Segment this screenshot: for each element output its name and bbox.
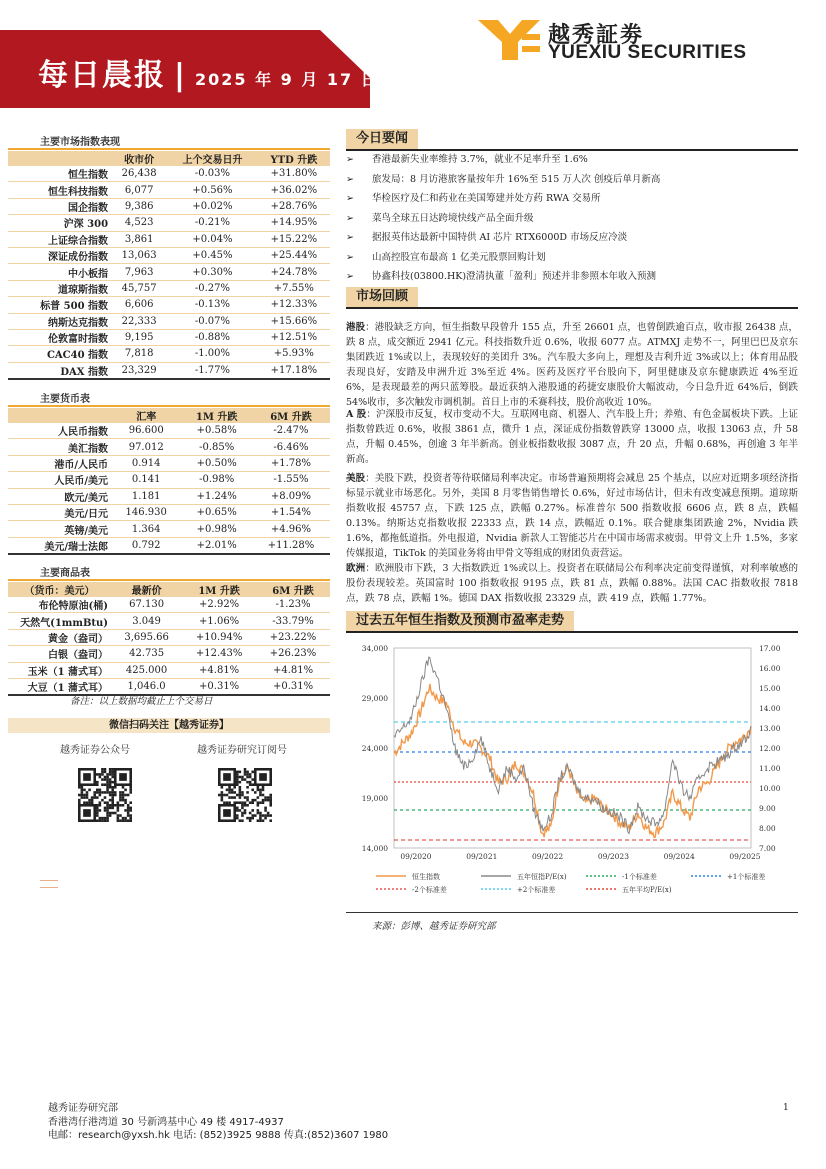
table-row — [8, 166, 330, 182]
commodity_table-header-1: 最新价 — [111, 582, 182, 597]
footer-dept: 越秀证券研究部 — [48, 1103, 118, 1114]
legend-label: +1个标准差 — [727, 873, 766, 881]
table-row — [8, 646, 330, 662]
news-section-header — [346, 129, 798, 151]
fx_table-header-2: 1M 升跌 — [181, 408, 252, 423]
row-value: 6,077 — [111, 182, 167, 198]
fx-table-title: 主要货币表 — [40, 394, 90, 405]
news-list — [346, 150, 798, 287]
table-row — [8, 613, 330, 629]
news-item-text: 协鑫科技(03800.HK)澄清执董「盈利」预述并非参照本年收入预测 — [372, 271, 657, 282]
row-label: 美元/瑞士法郎 — [8, 537, 111, 554]
row-label: 布伦特原油(桶) — [8, 597, 111, 613]
qr-code-research-icon[interactable] — [218, 768, 272, 822]
report-date: 2025 年 9 月 17 日 — [194, 70, 379, 89]
row-label: 中小板指 — [8, 264, 111, 280]
row-label: 上证综合指数 — [8, 231, 111, 247]
y-right-tick-label: 16.00 — [759, 664, 781, 673]
row-value: -0.88% — [167, 329, 257, 345]
row-value: 0.914 — [111, 455, 181, 471]
row-value: 1.364 — [111, 521, 181, 537]
market-us-paragraph — [346, 471, 798, 561]
plot-frame — [394, 648, 751, 848]
arrow-bullet-icon: ➢ — [346, 154, 354, 165]
news-item[interactable] — [346, 209, 798, 229]
chart-section-header — [346, 611, 798, 633]
legend-label: +2个标准差 — [517, 886, 556, 894]
commodity_table-header-3: 6M 升跌 — [256, 582, 330, 597]
row-value: -0.27% — [167, 280, 257, 296]
row-value: 425.000 — [111, 662, 182, 678]
row-value: +8.09% — [252, 488, 330, 504]
row-value: 1,046.0 — [111, 678, 182, 695]
table-note: 备注：以上数据均截止上个交易日 — [70, 696, 213, 707]
row-label: 人民币指数 — [8, 423, 111, 439]
fx_table-header-3: 6M 升跌 — [252, 408, 330, 423]
footer-address: 香港湾仔港湾道 30 号新鸿基中心 49 楼 4917-4937 — [48, 1116, 284, 1128]
row-value: 23,329 — [111, 362, 167, 379]
row-value: 146.930 — [111, 504, 181, 520]
commodity-table-title: 主要商品表 — [40, 568, 90, 579]
y-right-tick-label: 9.00 — [759, 804, 776, 813]
qr-label-research: 越秀证券研究订阅号 — [197, 745, 287, 756]
row-value: -1.00% — [167, 346, 257, 362]
row-label: 沪深 300 — [8, 215, 111, 231]
row-value: +2.01% — [181, 537, 252, 554]
row-label: 恒生科技指数 — [8, 182, 111, 198]
table-row — [8, 472, 330, 488]
row-value: -1.23% — [256, 597, 330, 613]
arrow-bullet-icon: ➢ — [346, 193, 354, 204]
row-label: 国企指数 — [8, 198, 111, 214]
news-item-text: 华检医疗及仁和药业在美国筹建并处方药 RWA 交易所 — [372, 193, 601, 204]
x-tick-label: 09/2021 — [466, 852, 498, 861]
news-item-text: 香港最新失业率维持 3.7%，就业不足率升至 1.6% — [372, 154, 588, 165]
table-row — [8, 597, 330, 613]
row-value: 3,695.66 — [111, 629, 182, 645]
x-tick-label: 09/2024 — [663, 852, 695, 861]
legend-label: 恒生指数 — [412, 873, 440, 881]
logo-english-text: YUEXIU SECURITIES — [548, 42, 747, 63]
row-value: +0.50% — [181, 455, 252, 471]
series-line-1 — [394, 657, 751, 833]
market-hk-paragraph — [346, 320, 798, 410]
row-value: 13,063 — [111, 247, 167, 263]
news-item[interactable] — [346, 170, 798, 190]
row-label: 恒生指数 — [8, 166, 111, 182]
row-value: +1.06% — [182, 613, 256, 629]
news-item[interactable] — [346, 228, 798, 248]
hk-text: ：港股缺乏方向，恒生指数早段曾升 155 点，升至 26601 点，也曾倒跌逾百点，收市报 26438 点，跌 8 点，成交额近 2941 亿元。科技指数升近 0.6%，收报 6077 点。ATMXJ 走势不一，阿里巴巴及京东集团跌近 1%或以上，表现较好的美团升 3%。汽车股大多向上，理想及吉利升近 3%或以上；体育用品股表现良好，安踏及申洲升近 3%至近 4%。医药及医疗平台股向下，阿里健康及京东健康跌近 4%至近 6%，是表现最差的两只蓝筹股。最近获纳入港股通的药捷安康股价大幅波动，今日急升近 64%后，倒跌 54%收市，多次触发市调机制。首日上市的禾赛科技，股价高收近 10%。 — [346, 322, 798, 408]
row-value: 96.600 — [111, 423, 181, 439]
index_table-header-3: YTD 升跌 — [258, 151, 330, 166]
x-tick-label: 09/2020 — [400, 852, 432, 861]
y-left-tick-label: 24,000 — [361, 744, 388, 753]
row-value: -33.79% — [256, 613, 330, 629]
eu-text: ：欧洲股市下跌，3 大指数跌近 1%或以上。投资者在联储局公布利率决定前变得谨慎，对利率敏感的股份表现较差。英国富时 100 指数收报 9195 点，跌 81 点，跌幅 0.88%。法国 CAC 指数收报 7818 点，跌 78 点，跌幅 1%。德国 DAX 指数收报 23329 点，跌 419 点，跌幅 1.77%。 — [346, 563, 798, 604]
logo-chinese-text: 越秀証劵 — [548, 23, 645, 48]
table-row — [8, 362, 330, 379]
chart-bottom-rule — [346, 912, 798, 913]
row-label: CAC40 指数 — [8, 346, 111, 362]
row-value: +2.92% — [182, 597, 256, 613]
row-value: 97.012 — [111, 439, 181, 455]
row-value: +5.93% — [258, 346, 330, 362]
news-title: 今日要闻 — [346, 129, 418, 149]
eu-label: 欧洲 — [346, 563, 366, 574]
table-row — [8, 439, 330, 455]
index_table-header-2: 上个交易日升 — [167, 151, 257, 166]
chart-source: 来源：彭博、越秀证券研究部 — [372, 921, 496, 932]
a-label: A 股 — [346, 409, 367, 420]
row-label: 深证成份指数 — [8, 247, 111, 263]
row-value: +26.23% — [256, 646, 330, 662]
row-value: +4.96% — [252, 521, 330, 537]
row-value: 42.735 — [111, 646, 182, 662]
row-value: +0.58% — [181, 423, 252, 439]
page-title — [38, 50, 379, 94]
y-right-tick-label: 12.00 — [759, 744, 781, 753]
row-value: -0.85% — [181, 439, 252, 455]
x-tick-label: 09/2023 — [597, 852, 629, 861]
market-section-header — [346, 287, 798, 309]
row-value: 0.792 — [111, 537, 181, 554]
row-value: +15.22% — [258, 231, 330, 247]
row-label: 美汇指数 — [8, 439, 111, 455]
series-line-0 — [394, 684, 751, 838]
row-label: 道琼斯指数 — [8, 280, 111, 296]
row-value: +24.78% — [258, 264, 330, 280]
row-value: -0.21% — [167, 215, 257, 231]
row-value: 0.141 — [111, 472, 181, 488]
fx_table-header-1: 汇率 — [111, 408, 181, 423]
index_table-header-1: 收市价 — [111, 151, 167, 166]
row-label: 天然气(1mmBtu) — [8, 613, 111, 629]
market-title: 市场回顾 — [346, 287, 418, 307]
hk-label: 港股 — [346, 322, 366, 333]
arrow-bullet-icon: ➢ — [346, 212, 354, 224]
market-a-paragraph — [346, 407, 798, 467]
title-text: 每日晨报 — [38, 58, 166, 93]
qr-label-official: 越秀证券公众号 — [60, 745, 130, 756]
row-label: 英镑/美元 — [8, 521, 111, 537]
y-left-tick-label: 34,000 — [361, 644, 388, 653]
row-value: -1.55% — [252, 472, 330, 488]
row-label: 玉米（1 蒲式耳） — [8, 662, 111, 678]
table-row — [8, 297, 330, 313]
row-label: 白银（盎司） — [8, 646, 111, 662]
title-divider: | — [174, 58, 187, 93]
y-right-tick-label: 13.00 — [759, 724, 781, 733]
row-label: 伦敦富时指数 — [8, 329, 111, 345]
row-value: +15.66% — [258, 313, 330, 329]
row-value: +25.44% — [258, 247, 330, 263]
row-value: -0.07% — [167, 313, 257, 329]
news-item[interactable] — [346, 248, 798, 268]
row-value: 7,818 — [111, 346, 167, 362]
a-text: ：沪深股市反复，权市变动不大。互联网电商、机器人、汽车股上升；养殖、有色金属板块下跌。上证指数曾跌近 0.6%，收报 3861 点，微升 1 点，深证成份指数曾跌穿 13000 点，收报 13063 点，升 58 点，升幅 0.45%，创逾 3 年半新高。创业板指数收报 3087 点，升 20 点，升幅 0.68%，再创逾 3 年半新高。 — [346, 409, 798, 465]
row-value: +0.56% — [167, 182, 257, 198]
yuexiu-logo-icon — [478, 20, 540, 60]
row-value: +28.76% — [258, 198, 330, 214]
table-row — [8, 521, 330, 537]
footer — [48, 1102, 388, 1143]
row-value: 4,523 — [111, 215, 167, 231]
row-value: 9,386 — [111, 198, 167, 214]
index-table-title: 主要市场指数表现 — [40, 137, 120, 148]
row-label: 人民币/美元 — [8, 472, 111, 488]
index-table — [8, 151, 330, 380]
commodity_table-header-2: 1M 升跌 — [182, 582, 256, 597]
row-value: +0.30% — [167, 264, 257, 280]
row-value: +11.28% — [252, 537, 330, 554]
footer-contact: 电邮：research@yxsh.hk 电话: (852)3925 9888 传真:(852)3607 1980 — [48, 1130, 389, 1141]
table-row — [8, 215, 330, 231]
row-value: -6.46% — [252, 439, 330, 455]
row-value: +36.02% — [258, 182, 330, 198]
y-right-tick-label: 7.00 — [759, 844, 776, 853]
row-value: +1.78% — [252, 455, 330, 471]
us-text: ：美股下跌，投资者等待联储局利率决定。市场普遍预期将会减息 25 个基点，以应对近期多项经济指标显示就业市场恶化。另外，美国 8 月零售销售增长 0.6%，好过市场估计，但未有改变减息预期。道琼斯指数收报 45757 点，下跌 125 点，跌幅 0.27%。标准普尔 500 指数收报 6606 点，跌 8 点，跌幅 0.13%。纳斯达克指数收报 22333 点，跌 14 点，跌幅近 0.1%。联合健康集团跌逾 2%，Nvidia 跌 1.6%，都拖低道指。外电报道，Nvidia 新款人工智能芯片在中国市场需求疲弱。甲骨文上升 1.5%，多家传媒报道，TikTok 的美国业务将由甲骨文等组成的财团负责营运。 — [346, 473, 798, 559]
y-right-tick-label: 11.00 — [759, 764, 781, 773]
row-value: 6,606 — [111, 297, 167, 313]
row-value: +10.94% — [182, 629, 256, 645]
news-item-text: 据报英伟达最新中国特供 AI 芯片 RTX6000D 市场反应冷淡 — [372, 232, 628, 243]
row-value: +0.31% — [182, 678, 256, 695]
row-value: +12.43% — [182, 646, 256, 662]
table-row — [8, 198, 330, 214]
table-row — [8, 264, 330, 280]
row-value: +31.80% — [258, 166, 330, 182]
row-value: +14.95% — [258, 215, 330, 231]
market-eu-paragraph — [346, 561, 798, 606]
qr-code-official-icon[interactable] — [78, 768, 132, 822]
page-number: 1 — [783, 1103, 789, 1113]
row-value: +0.31% — [256, 678, 330, 695]
row-value: -0.03% — [167, 166, 257, 182]
row-value: 7,963 — [111, 264, 167, 280]
arrow-bullet-icon: ➢ — [346, 173, 354, 185]
index_table-header-0 — [8, 151, 111, 166]
row-label: 大豆（1 蒲式耳） — [8, 678, 111, 695]
row-label: 欧元/美元 — [8, 488, 111, 504]
table-row — [8, 629, 330, 645]
row-value: -2.47% — [252, 423, 330, 439]
news-item[interactable] — [346, 150, 798, 170]
row-value: +1.24% — [181, 488, 252, 504]
row-label: 黄金（盎司） — [8, 629, 111, 645]
decor-line-1 — [40, 880, 58, 881]
y-right-tick-label: 14.00 — [759, 704, 781, 713]
table-row — [8, 280, 330, 296]
row-label: 标普 500 指数 — [8, 297, 111, 313]
table-row — [8, 313, 330, 329]
row-value: 26,438 — [111, 166, 167, 182]
commodity-table-topline — [8, 579, 330, 581]
news-item[interactable] — [346, 189, 798, 209]
y-left-tick-label: 19,000 — [361, 794, 388, 803]
row-value: +4.81% — [256, 662, 330, 678]
row-value: -0.98% — [181, 472, 252, 488]
row-value: 67.130 — [111, 597, 182, 613]
row-value: -0.13% — [167, 297, 257, 313]
legend-label: -1个标准差 — [622, 873, 657, 881]
x-tick-label: 09/2022 — [532, 852, 564, 861]
row-value: 45,757 — [111, 280, 167, 296]
us-label: 美股 — [346, 473, 366, 484]
commodity-table — [8, 582, 330, 696]
row-value: 9,195 — [111, 329, 167, 345]
row-value: +17.18% — [258, 362, 330, 379]
row-label: 纳斯达克指数 — [8, 313, 111, 329]
table-row — [8, 662, 330, 678]
x-tick-label: 09/2025 — [729, 852, 761, 861]
row-value: +7.55% — [258, 280, 330, 296]
table-row — [8, 504, 330, 520]
fx-table — [8, 408, 330, 555]
row-value: 22,333 — [111, 313, 167, 329]
news-item[interactable] — [346, 267, 798, 287]
y-right-tick-label: 15.00 — [759, 684, 781, 693]
commodity_table-header-0: （货币：美元） — [8, 582, 111, 597]
arrow-bullet-icon: ➢ — [346, 271, 354, 282]
y-right-tick-label: 8.00 — [759, 824, 776, 833]
table-row — [8, 537, 330, 554]
legend-label: -2个标准差 — [412, 886, 447, 894]
row-label: 港币/人民币 — [8, 455, 111, 471]
row-value: +4.81% — [182, 662, 256, 678]
fx-table-topline — [8, 405, 330, 407]
wechat-title: 微信扫码关注【越秀证券】 — [8, 718, 330, 733]
news-item-text: 旅发局：8 月访港旅客量按年升 16%至 515 万人次 创疫后单月新高 — [372, 173, 661, 185]
row-value: +0.02% — [167, 198, 257, 214]
table-row — [8, 455, 330, 471]
arrow-bullet-icon: ➢ — [346, 251, 354, 263]
row-value: 3,861 — [111, 231, 167, 247]
row-value: +0.04% — [167, 231, 257, 247]
row-value: +1.54% — [252, 504, 330, 520]
y-left-tick-label: 29,000 — [361, 694, 388, 703]
row-label: 美元/日元 — [8, 504, 111, 520]
y-left-tick-label: 14,000 — [361, 844, 388, 853]
table-row — [8, 488, 330, 504]
chart-title: 过去五年恒生指数及预测市盈率走势 — [346, 611, 574, 631]
decor-line-2 — [40, 887, 58, 888]
row-value: +0.65% — [181, 504, 252, 520]
row-label: DAX 指数 — [8, 362, 111, 379]
news-item-text: 菜鸟全球五日达跨境快线产品全面升级 — [372, 212, 534, 224]
table-row — [8, 423, 330, 439]
fx_table-header-0 — [8, 408, 111, 423]
hsi-pe-chart — [346, 640, 798, 900]
news-item-text: 山高控股宣布最高 1 亿美元股票回购计划 — [372, 251, 546, 263]
table-row — [8, 247, 330, 263]
table-row — [8, 231, 330, 247]
row-value: +12.33% — [258, 297, 330, 313]
legend-label: 五年平均P/E(x) — [622, 886, 672, 894]
legend-label: 五年恒指P/E(x) — [517, 873, 567, 881]
index-table-topline — [8, 148, 330, 150]
row-value: 1.181 — [111, 488, 181, 504]
row-value: +0.98% — [181, 521, 252, 537]
table-row — [8, 182, 330, 198]
y-right-tick-label: 17.00 — [759, 644, 781, 653]
row-value: +0.45% — [167, 247, 257, 263]
y-right-tick-label: 10.00 — [759, 784, 781, 793]
row-value: -1.77% — [167, 362, 257, 379]
table-row — [8, 346, 330, 362]
row-value: +23.22% — [256, 629, 330, 645]
table-row — [8, 329, 330, 345]
arrow-bullet-icon: ➢ — [346, 232, 354, 243]
row-value: +12.51% — [258, 329, 330, 345]
row-value: 3.049 — [111, 613, 182, 629]
